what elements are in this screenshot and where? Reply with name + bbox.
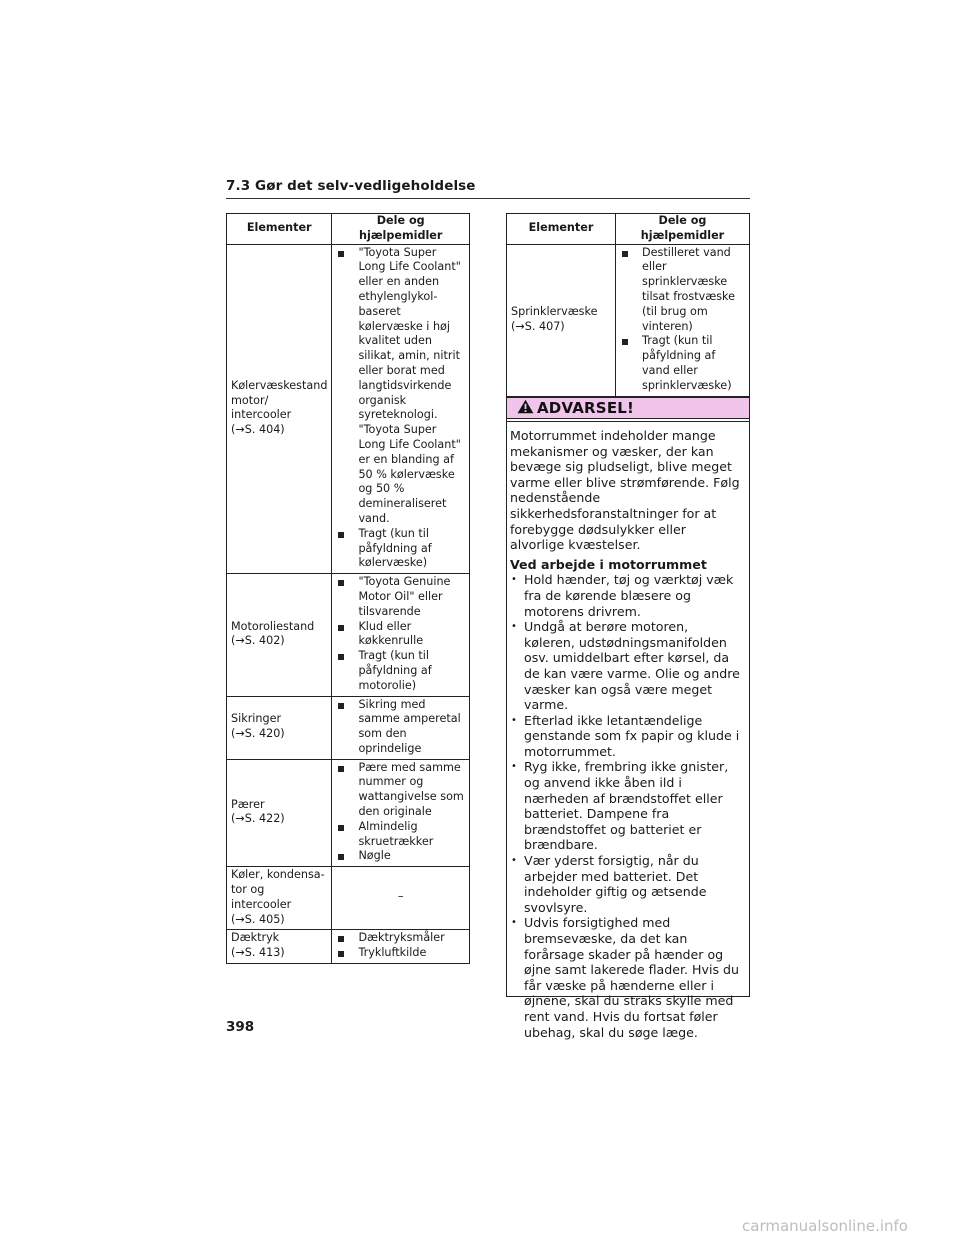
- warning-triangle-icon: [517, 399, 534, 418]
- section-title: 7.3 Gør det selv-vedligeholdelse: [226, 178, 476, 194]
- element-line: Køler, kondensa-: [231, 868, 325, 882]
- table-row: [227, 574, 470, 696]
- element-line: motor/: [231, 393, 269, 407]
- list-item: Tragt (kun til påfyldning af kølervæske): [336, 527, 465, 571]
- column-header-parts: Dele og hjælpemidler: [616, 214, 750, 245]
- list-item: • Vær yderst forsigtig, når du arbejder med batteriet. Det indeholder giftig og ætsende svovlsyre.: [510, 853, 742, 915]
- list-item: • Undgå at berøre motoren, køleren, udstødningsmanifolden osv. umiddelbart efter kørsel, da de kan være varme. Olie og andre væsker kan også være meget varme.: [510, 619, 742, 713]
- watermark: carmanualsonline.info: [742, 1217, 908, 1235]
- parts-cell: [332, 759, 470, 867]
- element-line: Kølervæskestand: [231, 378, 328, 392]
- page-number: 398: [226, 1019, 255, 1035]
- page-reference: (→S. 402): [231, 634, 285, 648]
- page-reference: (→S. 422): [231, 812, 285, 826]
- element-cell: [227, 867, 332, 930]
- page-reference: (→S. 420): [231, 727, 285, 741]
- element-line: tor og intercooler: [231, 883, 292, 911]
- page-reference: (→S. 405): [231, 912, 285, 926]
- table-header-row: [507, 214, 750, 245]
- element-cell: [227, 696, 332, 759]
- table-row: [227, 244, 470, 574]
- section-divider: [226, 198, 750, 199]
- table-row: [507, 244, 750, 396]
- warning-subheading: Ved arbejde i motorrummet: [510, 556, 707, 572]
- warning-intro: Motorrummet indeholder mange mekanismer og væsker, der kan bevæge sig pludseligt, blive meget varme eller blive strømførende. Følg nedenstående sikkerhedsforanstaltninger for at forebygge dødsulykker eller alvorlige kvæstelser.: [510, 428, 740, 553]
- element-cell: [227, 244, 332, 574]
- element-line: intercooler: [231, 408, 292, 422]
- table-row: [227, 696, 470, 759]
- element-line: Pærer: [231, 797, 265, 811]
- element-line: Sprinklervæske: [511, 304, 598, 318]
- parts-cell: [332, 930, 470, 964]
- warning-divider: [507, 421, 749, 422]
- list-item: Tragt (kun til påfyldning af motorolie): [336, 649, 465, 693]
- list-item: Klud eller køkkenrulle: [336, 620, 465, 650]
- warning-header: [507, 398, 749, 419]
- list-item: • Udvis forsigtighed med bremsevæske, da det kan forårsage skader på hænder og øjne samt lakerede flader. Hvis du får væske på hænderne eller i øjnene, skal du straks skylle med rent vand. Hvis du fortsat føler ubehag, skal du søge læge.: [510, 915, 742, 1040]
- list-item: Trykluftkilde: [336, 946, 465, 961]
- page-reference: (→S. 413): [231, 946, 285, 960]
- list-item: Almindelig skruetrækker: [336, 820, 465, 850]
- element-cell: [227, 930, 332, 964]
- list-item: • Ryg ikke, frembring ikke gnister, og anvend ikke åben ild i nærheden af brændstoffet eller batteriet. Dampene fra brændstoffet og batteriet er brændbare.: [510, 759, 742, 853]
- table-row: [227, 867, 470, 930]
- column-header-parts: Dele og hjælpemidler: [332, 214, 470, 245]
- list-item: Tragt (kun til påfyldning af vand eller sprinklervæske): [620, 334, 745, 393]
- element-line: Motoroliestand: [231, 619, 315, 633]
- parts-cell: [332, 696, 470, 759]
- parts-table-right: [506, 213, 750, 397]
- table-header-row: [227, 214, 470, 245]
- list-item: Destilleret vand eller sprinklervæske tilsat frostvæske (til brug om vinteren): [620, 246, 745, 335]
- element-line: Dæktryk: [231, 931, 280, 945]
- parts-cell: [616, 244, 750, 396]
- list-item: Dæktryksmåler: [336, 931, 465, 946]
- element-cell: [227, 574, 332, 696]
- list-item: Nøgle: [336, 849, 465, 864]
- warning-box: [506, 397, 750, 1040]
- list-item: Sikring med samme amperetal som den oprindelige: [336, 698, 465, 757]
- list-item: • Hold hænder, tøj og værktøj væk fra de kørende blæsere og motorens drivrem.: [510, 572, 742, 619]
- table-row: [227, 930, 470, 964]
- parts-cell: [332, 244, 470, 574]
- parts-table-left: [226, 213, 470, 964]
- list-item: "Toyota Super Long Life Coolant" eller en anden ethylenglykol-baseret kølervæske i høj kvalitet uden silikat, amin, nitrit eller borat med langtidsvirkende organisk syreteknologi. "Toyota Super Long Life Coolant" er en blanding af 50 % kølervæske og 50 % demineraliseret vand.: [336, 246, 465, 527]
- element-line: Sikringer: [231, 712, 282, 726]
- table-row: [227, 759, 470, 867]
- page-reference: (→S. 404): [231, 423, 285, 437]
- list-item: • Efterlad ikke letantændelige genstande som fx papir og klude i motorrummet.: [510, 713, 742, 760]
- column-header-elements: Elementer: [227, 214, 332, 245]
- warning-title: ADVARSEL!: [537, 399, 635, 417]
- warning-body: [510, 428, 742, 1040]
- empty-parts-cell: –: [332, 867, 470, 930]
- column-header-elements: Elementer: [507, 214, 616, 245]
- list-item: "Toyota Genuine Motor Oil" eller tilsvarende: [336, 575, 465, 619]
- page-reference: (→S. 407): [511, 319, 565, 333]
- element-cell: [507, 244, 616, 396]
- element-cell: [227, 759, 332, 867]
- list-item: Pære med samme nummer og wattangivelse som den originale: [336, 761, 465, 820]
- parts-cell: [332, 574, 470, 696]
- warning-list: [510, 572, 742, 1040]
